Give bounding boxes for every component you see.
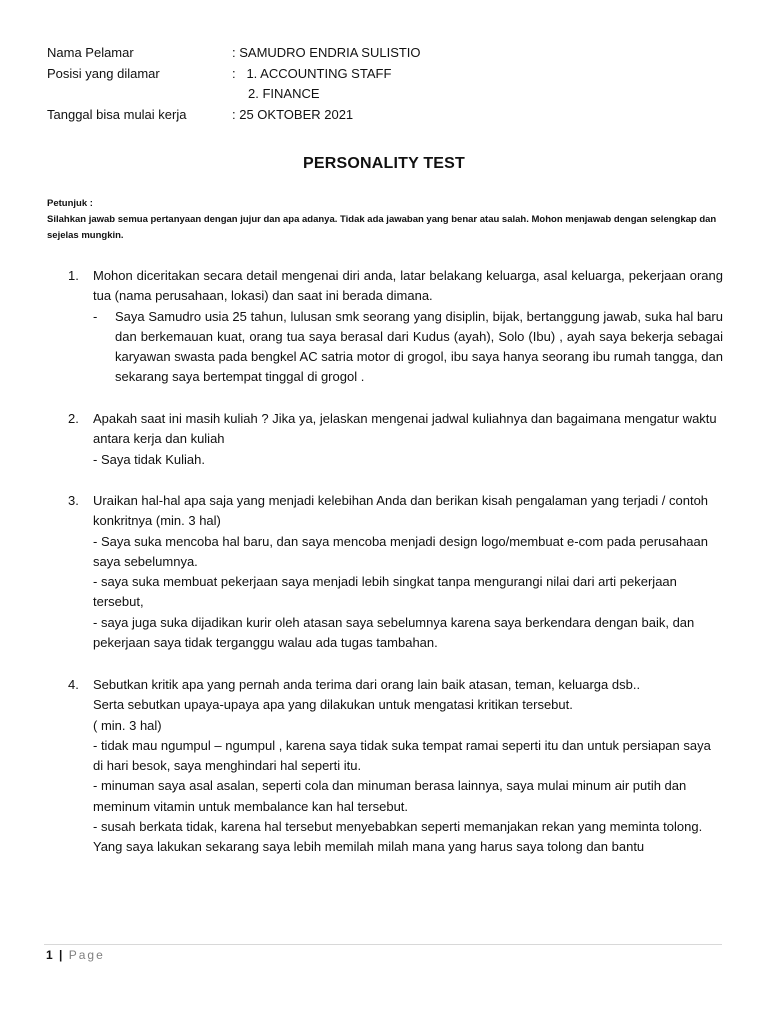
question-text: Apakah saat ini masih kuliah ? Jika ya, jelaskan mengenai jadwal kuliahnya dan bagaimana mengatur waktu antara kerja dan kuliah [93,411,717,447]
question-number: 1. [68,268,79,283]
position-label: Posisi yang dilamar [47,66,160,81]
question-text: Serta sebutkan upaya-upaya apa yang dilakukan untuk mengatasi kritikan tersebut. [93,697,573,713]
question-number: 2. [68,411,79,426]
instructions-text: Silahkan jawab semua pertanyaan dengan jujur dan apa adanya. Tidak ada jawaban yang benar atau salah. Mohon menjawab dengan selengkap dan sejelas mungkin. [47,214,717,241]
position-value-2: 2. FINANCE [248,86,320,101]
answer-text: - tidak mau ngumpul – ngumpul , karena saya tidak suka tempat ramai seperti itu dan untuk persiapan saya di hari besok, saya menghindari hal seperti itu. [93,737,711,774]
instructions-heading: Petunjuk : [47,198,93,209]
dash-bullet: - [93,308,98,324]
answer-text: - Saya suka mencoba hal baru, dan saya mencoba menjadi design logo/membuat e-com pada perusahaan saya sebelumnya. [93,533,708,569]
question-number: 4. [68,677,79,692]
question-text: ( min. 3 hal) [93,717,162,733]
answer-text: - minuman saya asal asalan, seperti cola dan minuman berasa lainnya, saya mulai minum air putih dan meminum vitamin untuk membalance kan hal tersebut. [93,778,687,814]
question-text: Mohon diceritakan secara detail mengenai diri anda, latar belakang keluarga, asal keluarga, pekerjaan orang tua (nama perusahaan, lokasi) dan saat ini berada dimana. [93,268,723,304]
question-3 [68,491,723,653]
question-text: Uraikan hal-hal apa saja yang menjadi kelebihan Anda dan berikan kisah pengalaman yang terjadi / contoh konkritnya (min. 3 hal) [93,493,709,529]
page-title: PERSONALITY TEST [302,155,466,172]
page-number: 1 [46,948,53,962]
answer-text: - Saya tidak Kuliah. [93,451,206,467]
answer-item [93,307,723,388]
answer-text: - susah berkata tidak, karena hal tersebut menyebabkan seperti memanjakan rekan yang meminta tolong. Yang saya lakukan sekarang saya lebih memilah milah mana yang harus saya tolong dan bantu [93,819,703,855]
position-value-1: : 1. ACCOUNTING STAFF [232,66,392,81]
question-1 [68,266,723,388]
footer-divider [44,944,722,945]
answer-text: - saya suka membuat pekerjaan saya menjadi lebih singkat tanpa mengurangi nilai dari arti pekerjaan tersebut, [93,574,677,610]
page-label: Page [68,948,105,962]
answer-text: - saya juga suka dijadikan kurir oleh atasan saya sebelumnya karena saya berkendara dengan baik, dan pekerjaan saya tidak terganggu walau ada tugas tambahan. [93,614,695,651]
question-text: Sebutkan kritik apa yang pernah anda terima dari orang lain baik atasan, teman, keluarga dsb.. [93,677,641,692]
instructions [47,196,727,244]
page-footer [46,947,105,963]
question-2 [68,409,723,470]
start-date-value: : 25 OKTOBER 2021 [232,107,354,122]
footer-separator: | [59,948,63,962]
question-number: 3. [68,493,79,508]
start-date-label: Tanggal bisa mulai kerja [47,107,187,122]
question-4 [68,675,723,858]
name-label: Nama Pelamar [47,45,134,60]
answer-text: Saya Samudro usia 25 tahun, lulusan smk seorang yang disiplin, bijak, bertanggung jawab, suka hal baru dan berkemauan kuat, orang tua saya berasal dari Kudus (ayah), Solo (Ibu) , ayah saya bekerja sebagai karyawan swasta pada bengkel AC satria motor di grogol, ibu saya hanya seorang ibu rumah tangga, dan sekarang saya bertempat tinggal di grogol . [115,308,723,385]
name-value: : SAMUDRO ENDRIA SULISTIO [232,45,421,60]
